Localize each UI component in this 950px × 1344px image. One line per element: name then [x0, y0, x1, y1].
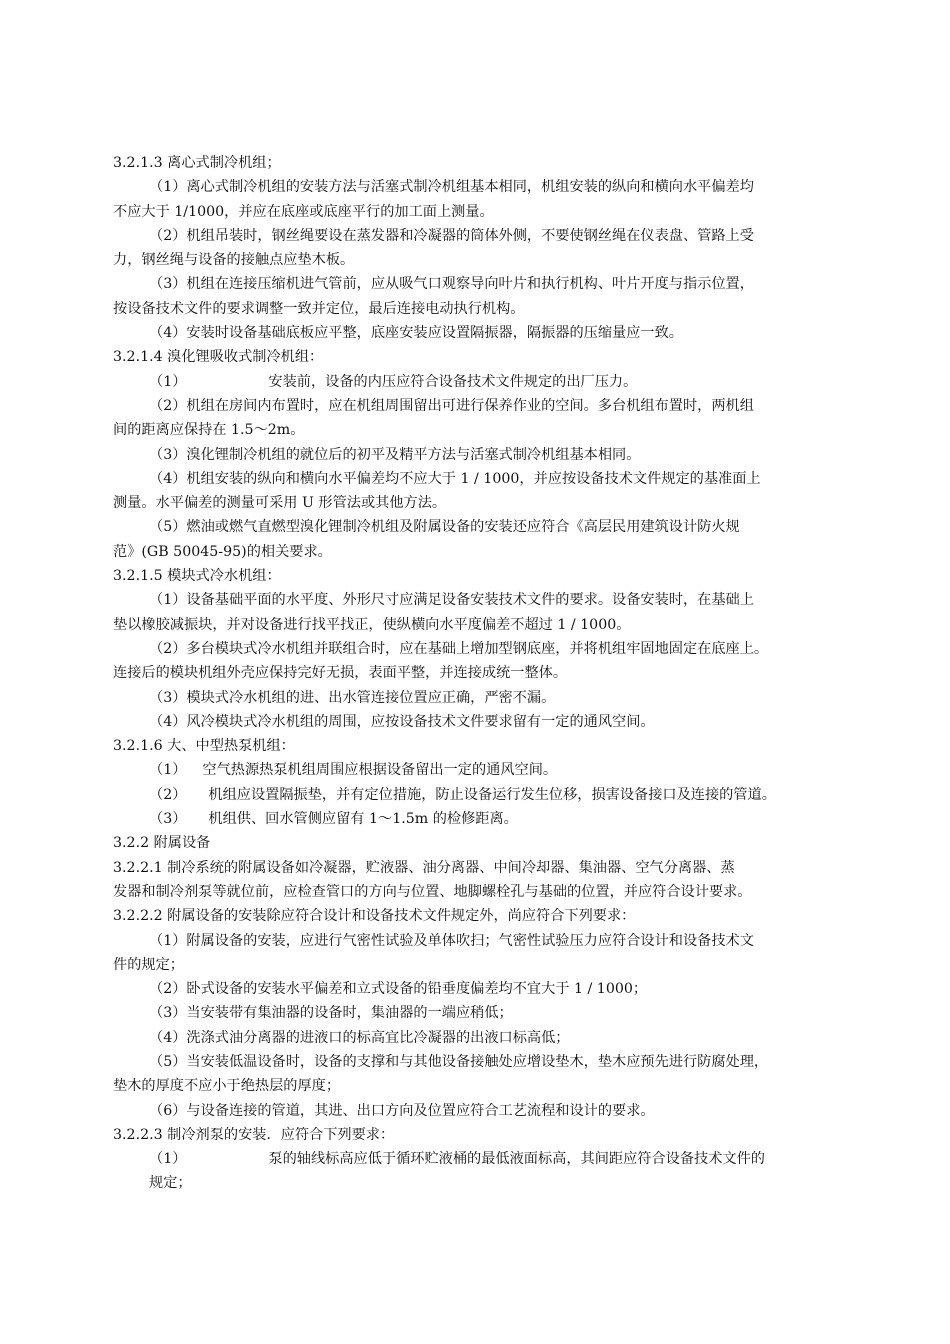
section-heading: 3.2.2.2 附属设备的安装除应符合设计和设备技术文件规定外，尚应符合下列要求：: [113, 908, 636, 925]
paragraph-line: （4）洗涤式油分离器的进液口的标高宜比冷凝器的出液口标高低；: [149, 1029, 570, 1046]
section-heading: 3.2.2 附属设备: [113, 835, 211, 852]
list-number: （2）: [149, 786, 187, 803]
paragraph-continuation: 垫木的厚度不应小于绝热层的厚度；: [113, 1078, 341, 1095]
paragraph-line: （3）机组在连接压缩机进气管前，应从吸气口观察导向叶片和执行机构、叶片开度与指示位置，: [149, 276, 754, 293]
paragraph-continuation: 间的距离应保持在 1.5～2m。: [113, 422, 305, 439]
paragraph-line: （3）当安装带有集油器的设备时，集油器的一端应稍低；: [149, 1005, 513, 1022]
paragraph-continuation: 连接后的模块机组外壳应保持完好无损，表面平整，并连接成统一整体。: [113, 665, 568, 682]
document-page: [113, 151, 868, 1196]
list-number: （1）: [149, 373, 187, 390]
paragraph-continuation: 规定；: [149, 1175, 192, 1192]
paragraph-line: （1）离心式制冷机组的安装方法与活塞式制冷机组基本相同，机组安装的纵向和横向水平偏差均: [149, 179, 754, 196]
paragraph-line: （3）模块式冷水机组的进、出水管连接位置应正确，严密不漏。: [149, 689, 556, 706]
section-heading: 3.2.1.4 溴化锂吸收式制冷机组：: [113, 349, 324, 366]
list-number: （1）: [149, 762, 187, 779]
paragraph-line: （5）燃油或燃气直燃型溴化锂制冷机组及附属设备的安装还应符合《高层民用建筑设计防火规: [149, 519, 740, 536]
list-item: [113, 758, 868, 782]
list-item: [113, 783, 868, 807]
paragraph-line: （4）风冷模块式冷水机组的周围，应按设备技术文件要求留有一定的通风空间。: [149, 713, 655, 730]
paragraph-line: （4）安装时设备基础底板应平整，底座安装应设置隔振器，隔振器的压缩量应一致。: [149, 325, 683, 342]
paragraph-continuation: 力，钢丝绳与设备的接触点应垫木板。: [113, 252, 355, 269]
paragraph-line: （2）机组吊装时，钢丝绳要设在蒸发器和冷凝器的筒体外侧，不要使钢丝绳在仪表盘、管路上受: [149, 227, 754, 244]
list-text: 机组应设置隔振垫，并有定位措施，防止设备运行发生位移，损害设备接口及连接的管道。: [208, 786, 776, 803]
list-number: （1）: [149, 1151, 187, 1168]
paragraph-continuation: 件的规定；: [113, 956, 184, 973]
section-heading: 3.2.2.1 制冷系统的附属设备如冷凝器，贮液器、油分离器、中间冷却器、集油器、空气分离器、蒸: [113, 859, 735, 876]
section-heading: 3.2.1.6 大、中型热泵机组：: [113, 738, 295, 755]
list-item: [113, 370, 868, 394]
paragraph-line: （5）当安装低温设备时，设备的支撑和与其他设备接触处应增设垫木，垫木应预先进行防腐处理，: [149, 1053, 769, 1070]
paragraph-line: （2）机组在房间内布置时，应在机组周围留出可进行保养作业的空间。多台机组布置时，两机组: [149, 397, 754, 414]
paragraph-line: （1）附属设备的安装，应进行气密性试验及单体吹扫；气密性试验压力应符合设计和设备技术文: [149, 932, 754, 949]
paragraph-continuation: 测量。水平偏差的测量可采用 U 形管法或其他方法。: [113, 495, 447, 512]
paragraph-line: （3）溴化锂制冷机组的就位后的初平及精平方法与活塞式制冷机组基本相同。: [149, 446, 641, 463]
section-heading: 3.2.1.3 离心式制冷机组；: [113, 155, 281, 171]
paragraph-continuation: 发器和制冷剂泵等就位前，应检查管口的方向与位置、地脚螺栓孔与基础的位置，并应符合设计要求。: [113, 883, 752, 900]
paragraph-line: （2）多台模块式冷水机组并联组合时，应在基础上增加型钢底座，并将机组牢固地固定在底座上。: [149, 640, 769, 657]
paragraph-line: （4）机组安装的纵向和横向水平偏差均不应大于 1 / 1000，并应按设备技术文件规定的基准面上: [149, 470, 761, 487]
list-text: 泵的轴线标高应低于循环贮液桶的最低液面标高，其间距应符合设备技术文件的: [268, 1151, 765, 1168]
section-heading: 3.2.1.5 模块式冷水机组：: [113, 568, 281, 585]
list-text: 空气热源热泵机组周围应根据设备留出一定的通风空间。: [202, 762, 558, 779]
paragraph-continuation: 按设备技术文件的要求调整一致并定位，最后连接电动执行机构。: [113, 300, 525, 317]
list-item: [113, 807, 868, 831]
paragraph-line: （1）设备基础平面的水平度、外形尺寸应满足设备安装技术文件的要求。设备安装时，在基础上: [149, 592, 754, 609]
list-text: 机组供、回水管侧应留有 1～1.5m 的检修距离。: [208, 811, 518, 828]
paragraph-continuation: 不应大于 1/1000，并应在底座或底座平行的加工面上测量。: [113, 203, 494, 220]
paragraph-line: （6）与设备连接的管道，其进、出口方向及位置应符合工艺流程和设计的要求。: [149, 1102, 655, 1119]
list-text: 安装前，设备的内压应符合设备技术文件规定的出厂压力。: [268, 373, 638, 390]
list-number: （3）: [149, 811, 187, 828]
list-item: [113, 1147, 868, 1171]
paragraph-continuation: 范》(GB 50045-95)的相关要求。: [113, 543, 332, 560]
section-heading: 3.2.2.3 制冷剂泵的安装．应符合下列要求：: [113, 1126, 395, 1143]
paragraph-continuation: 垫以橡胶减振块，并对设备进行找平找正，使纵横向水平度偏差不超过 1 / 1000。: [113, 616, 631, 633]
paragraph-line: （2）卧式设备的安装水平偏差和立式设备的铅垂度偏差均不宜大于 1 / 1000；: [149, 981, 648, 998]
